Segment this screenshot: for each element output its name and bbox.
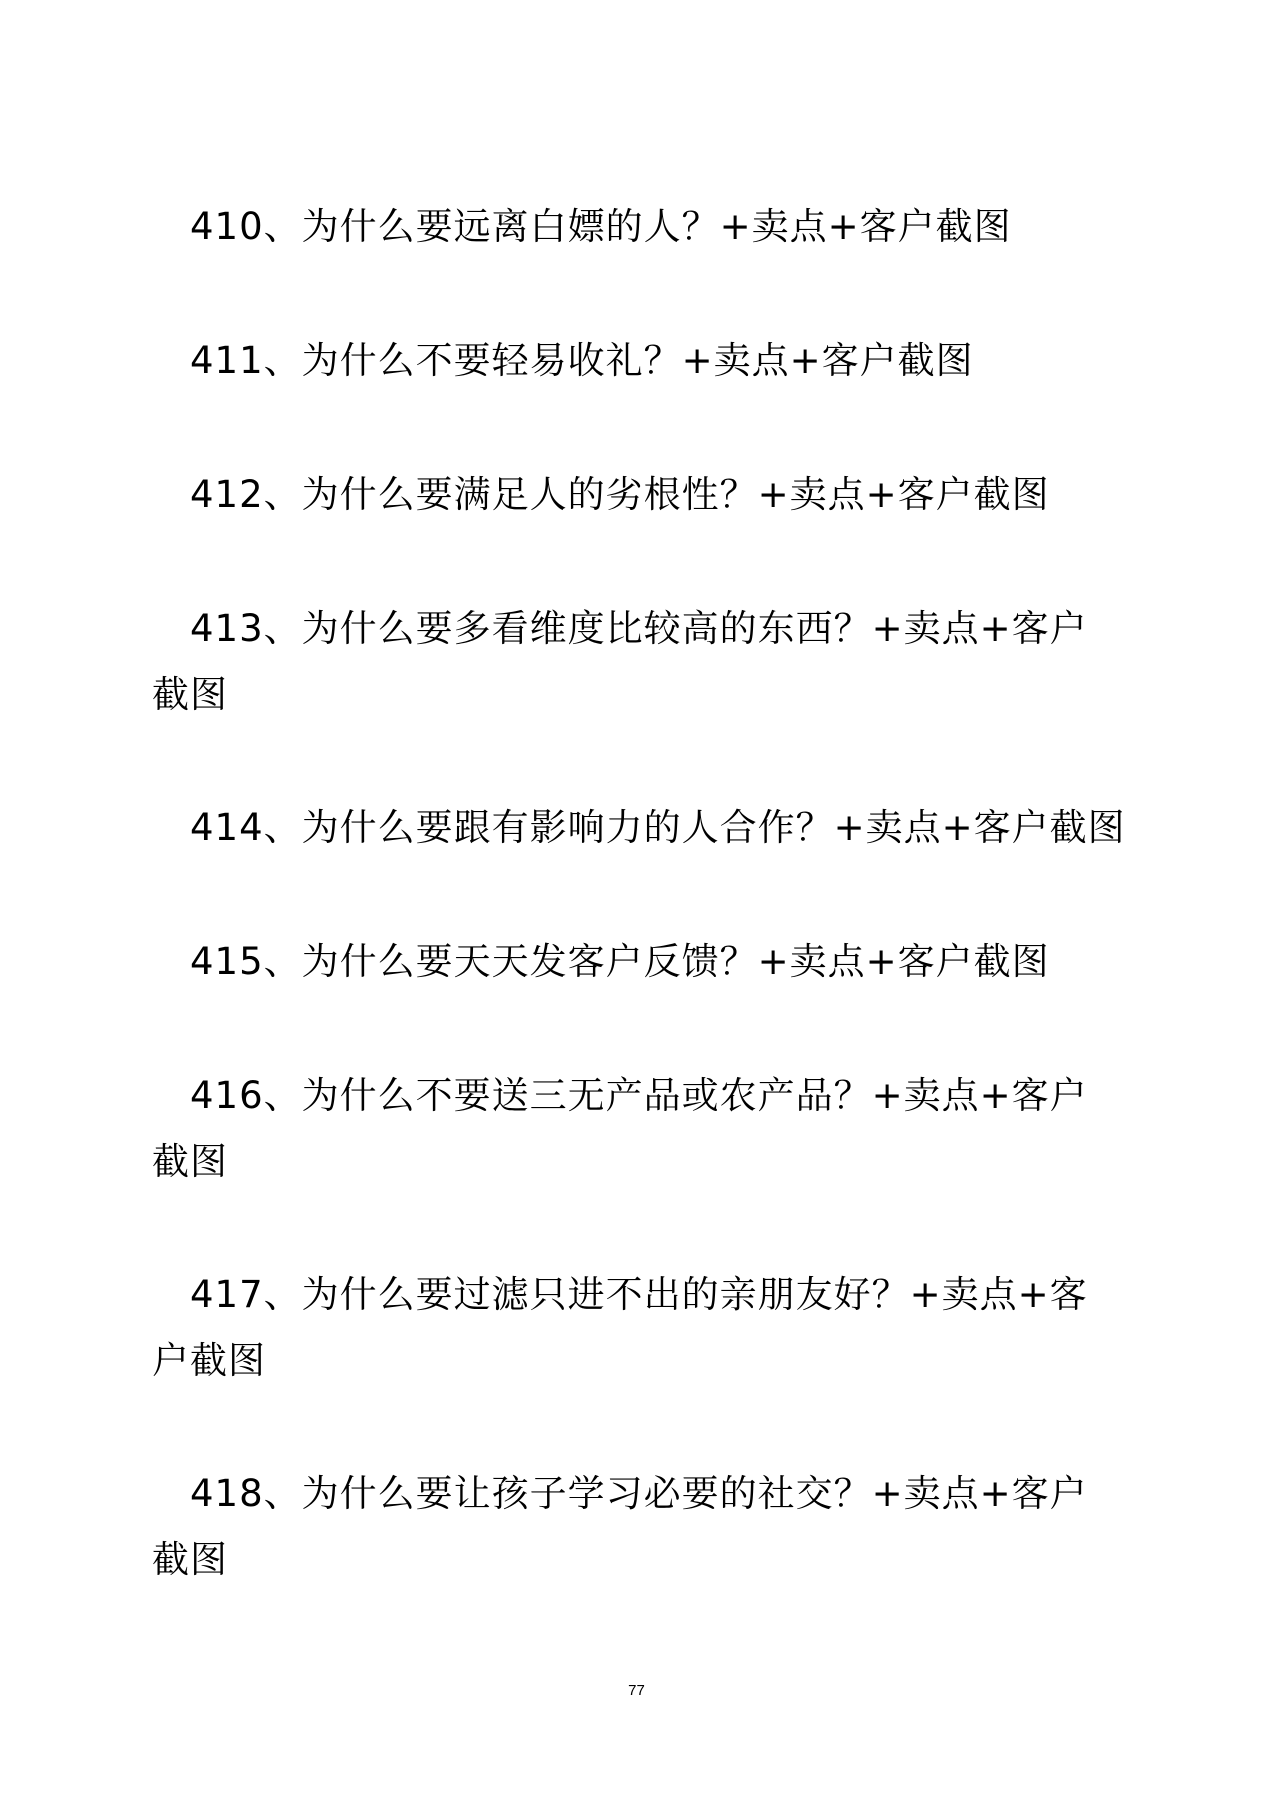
list-item-410: 410、为什么要远离白嫖的人？+卖点+客户截图 (190, 205, 1012, 248)
list-item-417: 417、为什么要过滤只进不出的亲朋友好？+卖点+客户截图 (152, 1273, 1088, 1382)
list-item-414: 414、为什么要跟有影响力的人合作？+卖点+客户截图 (190, 806, 1126, 849)
list-item-415: 415、为什么要天天发客户反馈？+卖点+客户截图 (190, 940, 1050, 983)
list-item-411: 411、为什么不要轻易收礼？+卖点+客户截图 (190, 339, 974, 382)
list-item-413: 413、为什么要多看维度比较高的东西？+卖点+客户截图 (152, 607, 1088, 716)
list-item-416: 416、为什么不要送三无产品或农产品？+卖点+客户截图 (152, 1074, 1088, 1183)
list-item-418: 418、为什么要让孩子学习必要的社交？+卖点+客户截图 (152, 1472, 1088, 1581)
page-number: 77 (628, 1682, 645, 1699)
list-item-412: 412、为什么要满足人的劣根性？+卖点+客户截图 (190, 473, 1050, 516)
